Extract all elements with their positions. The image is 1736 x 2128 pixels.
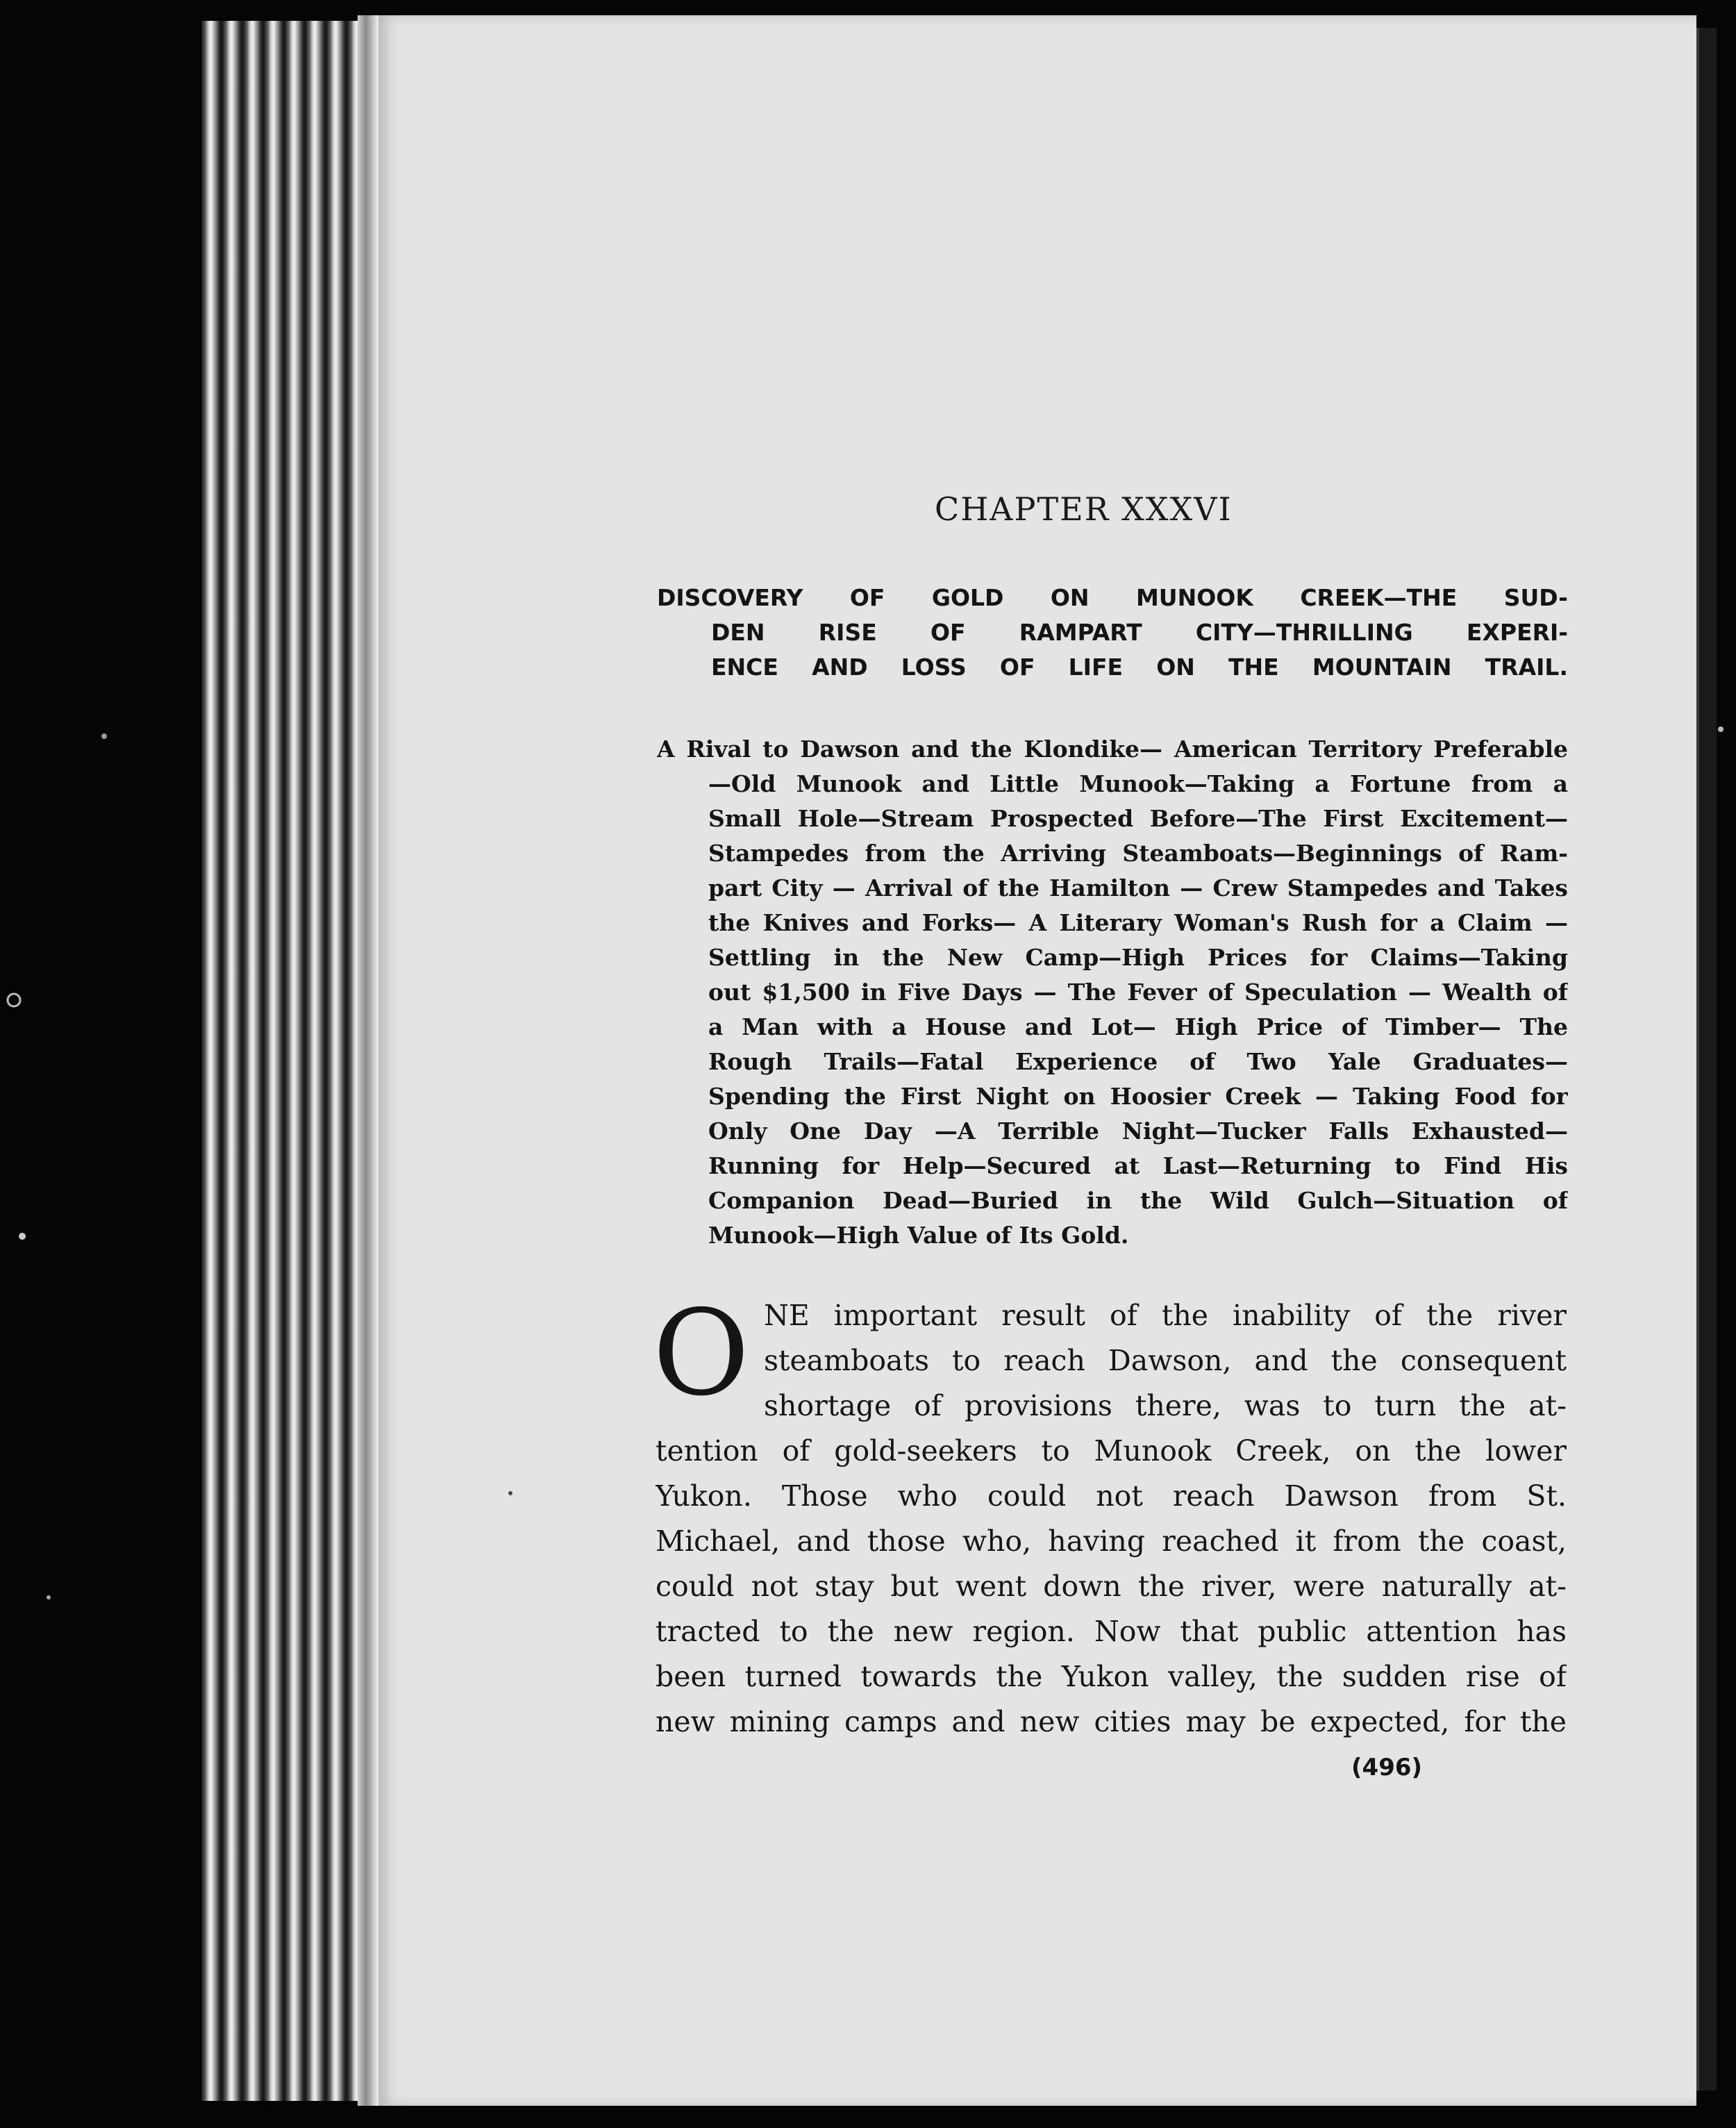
synopsis-line: Settling in the New Camp—High Prices for Claims—Taking	[708, 944, 1568, 971]
body-line: could not stay but went down the river, were naturally at-	[656, 1570, 1567, 1603]
synopsis-line: A Rival to Dawson and the Klondike— American Territory Preferable	[657, 735, 1568, 763]
synopsis-line: Stampedes from the Arriving Steamboats—Beginnings of Ram-	[708, 840, 1568, 867]
synopsis-line: Running for Help—Secured at Last—Returning to Find His	[708, 1152, 1568, 1179]
synopsis-line: part City — Arrival of the Hamilton — Crew Stampedes and Takes	[708, 874, 1568, 901]
synopsis-line: out $1,500 in Five Days — The Fever of Speculation — Wealth of	[708, 979, 1568, 1006]
synopsis-line: Rough Trails—Fatal Experience of Two Yale Graduates—	[708, 1048, 1568, 1075]
drop-cap: O	[653, 1285, 750, 1422]
body-line: NE important result of the inability of the river	[764, 1299, 1567, 1332]
subtitle-line: DISCOVERY OF GOLD ON MUNOOK CREEK—THE SUD-	[657, 584, 1568, 611]
synopsis-line: the Knives and Forks— A Literary Woman's Rush for a Claim —	[708, 909, 1568, 936]
synopsis-line: Companion Dead—Buried in the Wild Gulch—Situation of	[708, 1187, 1568, 1214]
body-line: tention of gold-seekers to Munook Creek, on the lower	[656, 1434, 1567, 1468]
body-line: Yukon. Those who could not reach Dawson from St.	[656, 1479, 1567, 1513]
synopsis-line: Only One Day —A Terrible Night—Tucker Falls Exhausted—	[708, 1117, 1568, 1145]
body-line: shortage of provisions there, was to turn the at-	[764, 1389, 1567, 1422]
synopsis-line: a Man with a House and Lot— High Price of Timber— The	[708, 1013, 1568, 1040]
body-line: tracted to the new region. Now that public attention has	[656, 1615, 1567, 1648]
subtitle-line: ENCE AND LOSS OF LIFE ON THE MOUNTAIN TRAIL.	[711, 654, 1568, 681]
body-line: new mining camps and new cities may be expected, for the	[656, 1705, 1567, 1738]
body-line: Michael, and those who, having reached it from the coast,	[656, 1524, 1567, 1558]
page-number: (496)	[1351, 1754, 1423, 1781]
body-line: steamboats to reach Dawson, and the consequent	[764, 1344, 1567, 1377]
synopsis-line: Munook—High Value of Its Gold.	[708, 1222, 1129, 1249]
synopsis-line: —Old Munook and Little Munook—Taking a Fortune from a	[708, 770, 1568, 797]
body-line: been turned towards the Yukon valley, the sudden rise of	[656, 1660, 1567, 1693]
chapter-title: CHAPTER XXXVI	[935, 490, 1233, 528]
synopsis-line: Spending the First Night on Hoosier Creek — Taking Food for	[708, 1083, 1568, 1110]
synopsis-line: Small Hole—Stream Prospected Before—The First Excitement—	[708, 805, 1568, 832]
subtitle-line: DEN RISE OF RAMPART CITY—THRILLING EXPERI-	[711, 619, 1568, 646]
